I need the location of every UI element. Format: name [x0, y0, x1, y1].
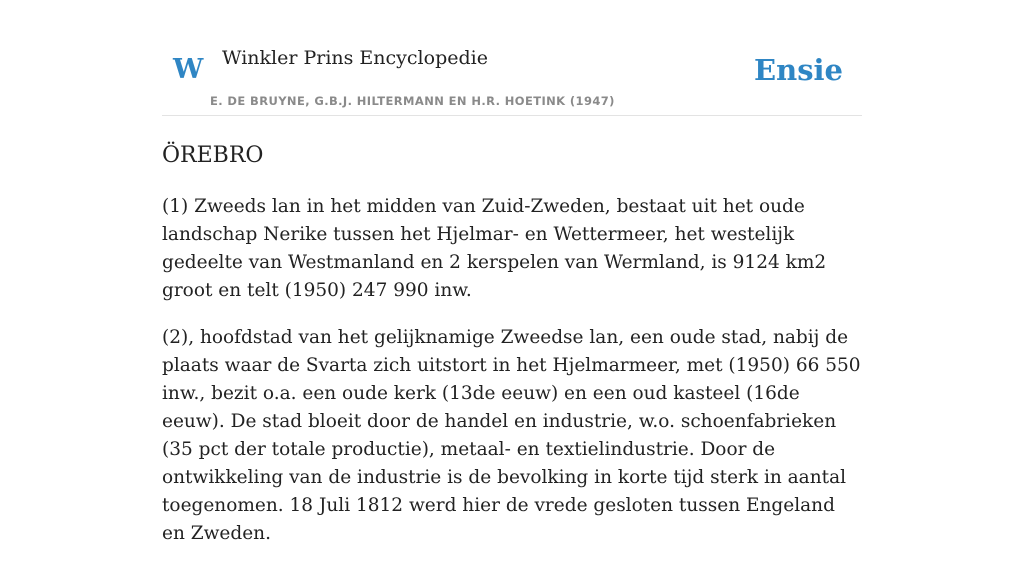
- publication-authors: E. DE BRUYNE, G.B.J. HILTERMANN EN H.R. HOETINK (1947): [210, 94, 615, 108]
- entry-body: [162, 193, 862, 567]
- entry-paragraph: (2), hoofdstad van het gelijknamige Zweedse lan, een oude stad, nabij de plaats waar de Svarta zich uitstort in het Hjelmarmeer, met (1950) 66 550 inw., bezit o.a. een oude kerk (13de eeuw) en een oud kasteel (16de eeuw). De stad bloeit door de handel en industrie, w.o. schoenfabrieken (35 pct der totale productie), metaal- en textielindustrie. Door de ontwikkeling van de industrie is de bevolking in korte tijd sterk in aantal toegenomen. 18 Juli 1812 werd hier de vrede gesloten tussen Engeland en Zweden.: [162, 327, 861, 544]
- winkler-prins-logo[interactable]: W: [173, 54, 204, 85]
- entry-paragraph: (1) Zweeds lan in het midden van Zuid-Zweden, bestaat uit het oude landschap Nerike tussen het Hjelmar- en Wettermeer, het westelijk gedeelte van Westmanland en 2 kerspelen van Wermland, is 9124 km2 groot en telt (1950) 247 990 inw.: [162, 196, 827, 301]
- entry-title: ÖREBRO: [162, 143, 264, 168]
- ensie-logo[interactable]: Ensie: [754, 53, 843, 87]
- publication-title[interactable]: Winkler Prins Encyclopedie: [222, 47, 488, 69]
- encyclopedia-header: [162, 40, 862, 116]
